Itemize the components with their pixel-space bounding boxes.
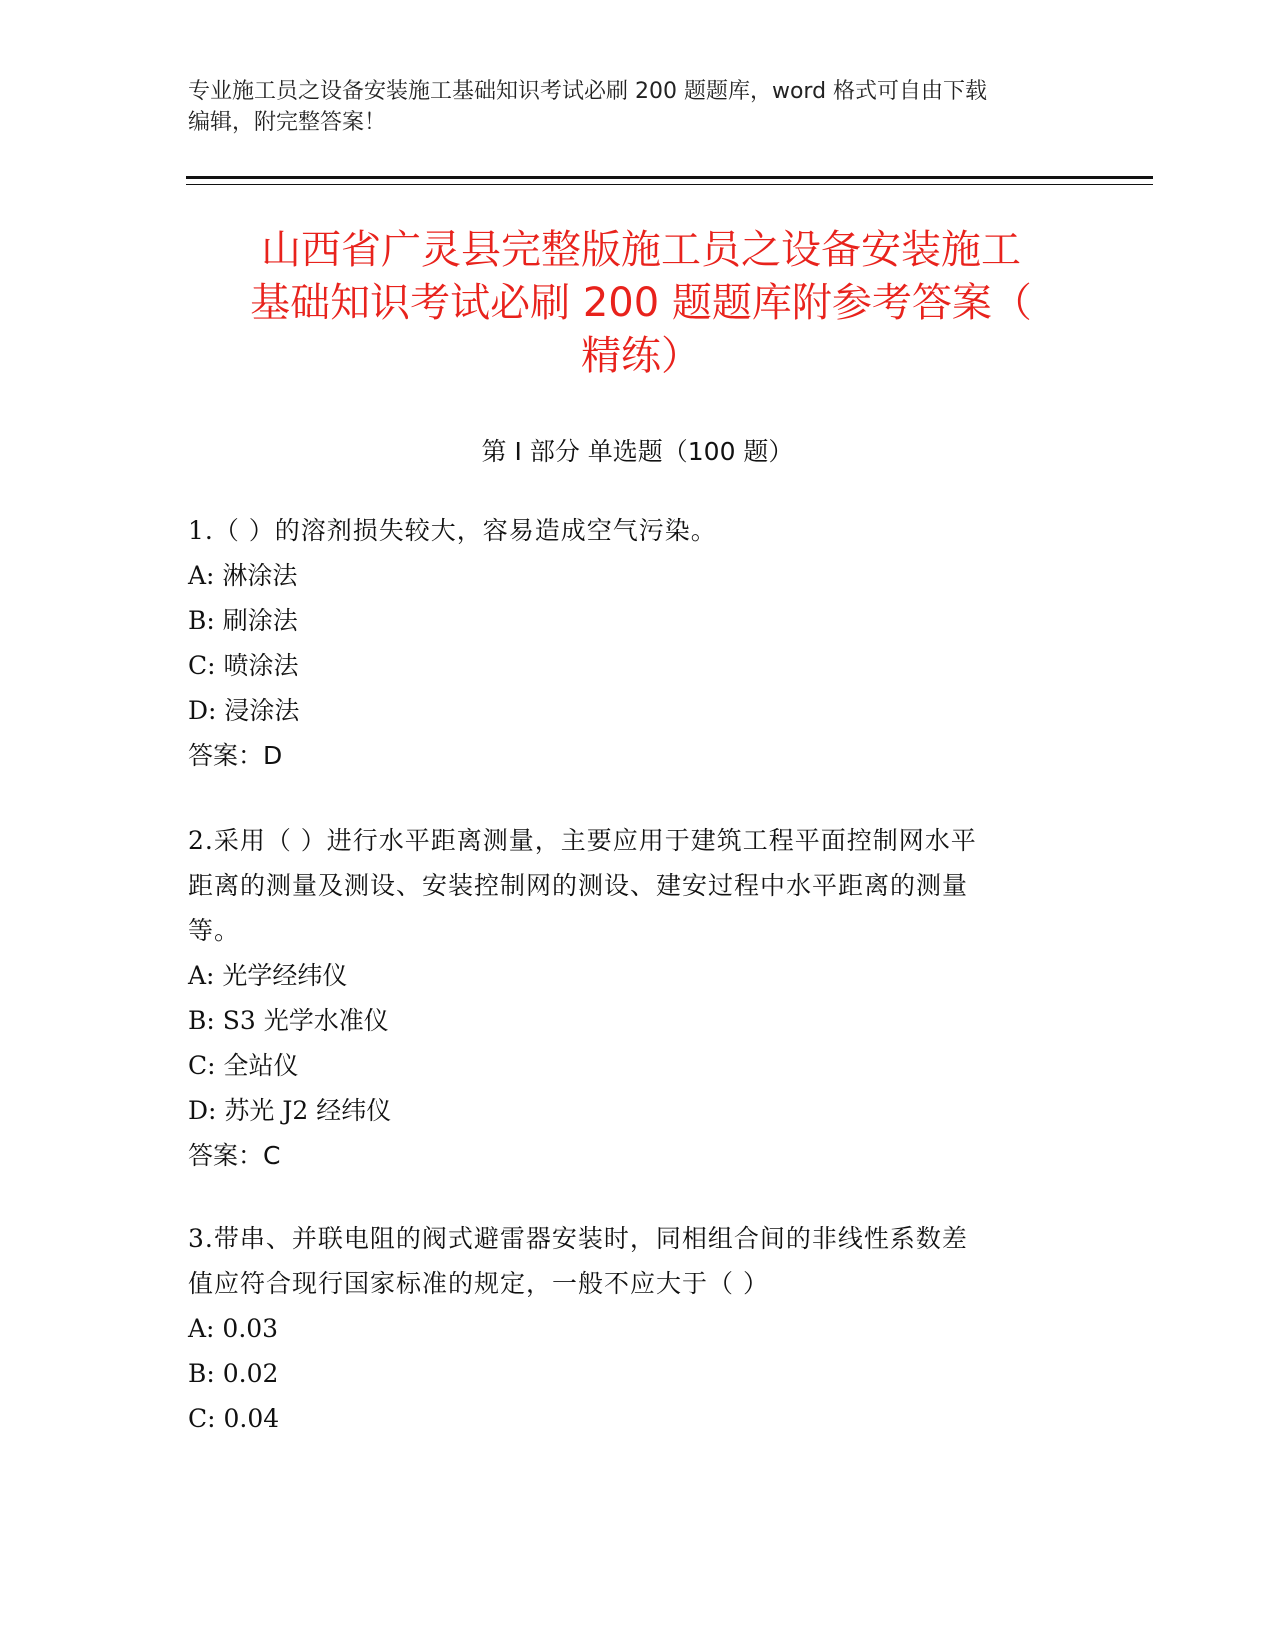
title-line-2: 基础知识考试必刷 200 题题库附参考答案（	[250, 280, 1032, 326]
option-b: B: 0.02	[188, 1359, 279, 1388]
header-line-2: 编辑，附完整答案！	[188, 110, 387, 135]
document-title	[186, 224, 1096, 383]
question-3	[188, 1216, 1088, 1441]
option-a: A: 0.03	[188, 1314, 279, 1343]
header-rule-thick	[186, 176, 1153, 179]
option-b: B: S3 光学水准仪	[188, 1006, 389, 1035]
answer: 答案：D	[188, 741, 283, 770]
section-heading: 第 I 部分 单选题（100 题）	[481, 437, 794, 466]
document-header	[188, 76, 1088, 138]
option-c: C: 全站仪	[188, 1051, 299, 1080]
question-stem-line-1: 3.带串、并联电阻的阀式避雷器安装时，同相组合间的非线性系数差	[188, 1224, 968, 1253]
option-a: A: 光学经纬仪	[188, 961, 348, 990]
answer: 答案：C	[188, 1141, 281, 1170]
title-line-1: 山西省广灵县完整版施工员之设备安装施工	[261, 227, 1021, 273]
title-line-3: 精练）	[581, 333, 701, 379]
question-stem-line-2: 值应符合现行国家标准的规定，一般不应大于（ ）	[188, 1269, 769, 1298]
option-d: D: 苏光 J2 经纬仪	[188, 1096, 392, 1125]
question-1	[188, 508, 1088, 778]
option-b: B: 刷涂法	[188, 606, 298, 635]
option-c: C: 0.04	[188, 1404, 280, 1433]
header-rule-thin	[186, 184, 1153, 185]
header-line-1: 专业施工员之设备安装施工基础知识考试必刷 200 题题库，word 格式可自由下载	[188, 79, 988, 104]
question-2	[188, 818, 1088, 1178]
option-c: C: 喷涂法	[188, 651, 299, 680]
question-stem: 1.（ ）的溶剂损失较大，容易造成空气污染。	[188, 516, 717, 545]
question-stem-line-3: 等。	[188, 916, 241, 945]
option-d: D: 浸涂法	[188, 696, 300, 725]
question-stem-line-2: 距离的测量及测设、安装控制网的测设、建安过程中水平距离的测量	[188, 871, 969, 900]
question-stem-line-1: 2.采用（ ）进行水平距离测量，主要应用于建筑工程平面控制网水平	[188, 826, 977, 855]
option-a: A: 淋涂法	[188, 561, 298, 590]
